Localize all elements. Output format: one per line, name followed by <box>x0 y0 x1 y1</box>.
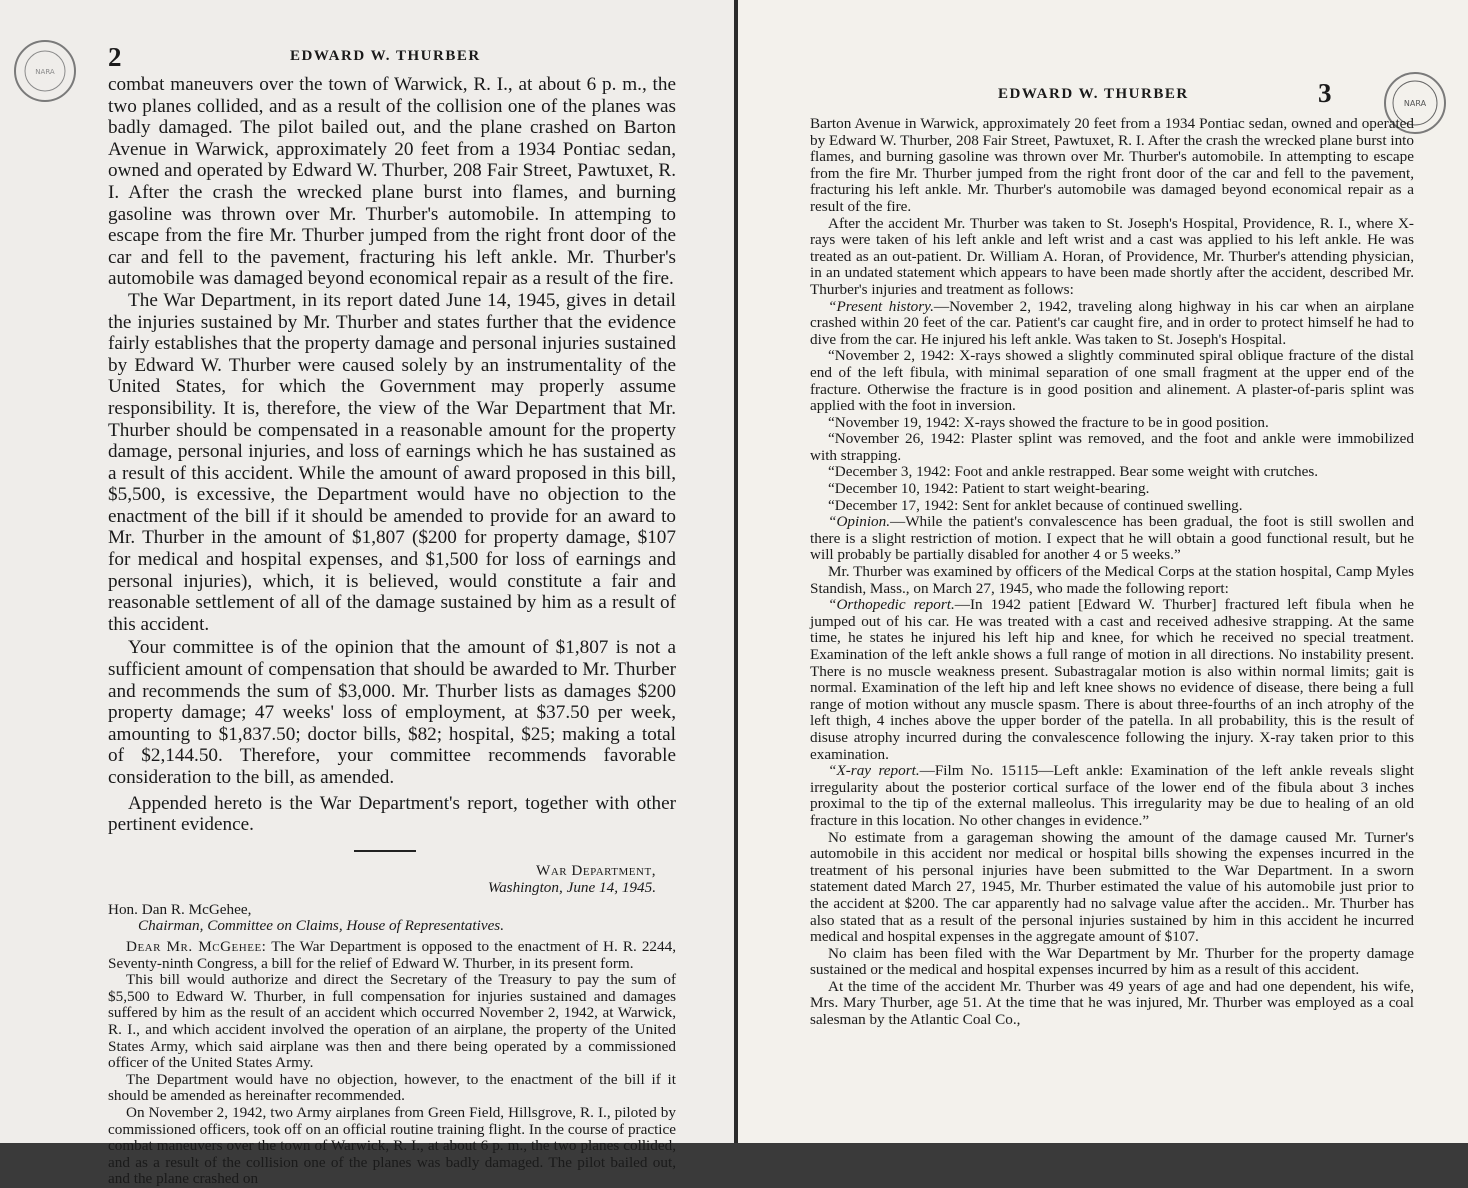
paragraph: After the accident Mr. Thurber was taken to St. Joseph's Hospital, Providence, R. I., where X-rays were taken of his left ankle and left wrist and a cast was applied to his left ankle. He was treated as an out-patient. Dr. William A. Horan, of Providence, Mr. Thurber's attending physician, in an undated statement which appears to have been made shortly after the accident, described Mr. Thurber's injuries and treatment as follows: <box>810 214 1414 298</box>
present-history <box>810 299 1414 349</box>
letter-body <box>108 902 676 1188</box>
paragraph: Mr. Thurber was examined by officers of the Medical Corps at the station hospital, Camp Myles Standish, Mass., on March 27, 1945, who made the following report: <box>810 563 1414 597</box>
opinion <box>810 514 1414 564</box>
paragraph: At the time of the accident Mr. Thurber was 49 years of age and had one dependent, his wife, Mrs. Mary Thurber, age 51. At the time that he was injured, Mr. Thurber was employed as a coal salesman by the Atlantic Coal Co., <box>810 977 1414 1029</box>
letter-paragraph: This bill would authorize and direct the Secretary of the Treasury to pay the sum of $5,500 to Edward W. Thurber, in full compensation for injuries sustained and damages suffered by him as the result of an accident which occurred November 2, 1942, at Warwick, R. I., and which accident involved the operation of an airplane, the property of the United States Army, which said airplane was then and there being operated by a commissioned officer of the United States Army. <box>108 971 676 1072</box>
page-number: 2 <box>108 42 122 72</box>
letter-paragraph <box>108 939 676 972</box>
library-stamp-icon <box>14 40 76 102</box>
report-body <box>810 116 1414 1029</box>
right-page <box>738 0 1468 1143</box>
medical-entry: “December 3, 1942: Foot and ankle restrapped. Bear some weight with crutches. <box>828 463 1319 481</box>
present-history-label: “Present history. <box>828 297 934 315</box>
addressee <box>108 902 676 919</box>
orthopedic-text: —In 1942 patient [Edward W. Thurber] fractured left fibula when he jumped out of his car. He was treated with a cast and received adhesive strapping. At the same time, he states he injured his left hip and knee, for which he received no special treatment. Examination of the left ankle shows a full range of motion in all directions. No instability present. There is no muscle weakness present. Subastragalar motion is also within normal limits; gait is normal. Examination of the left hip and left knee shows no evidence of disease, there being a full range of motion without any muscle spasm. There is about three-fourths of an inch atrophy of the left thigh, 4 inches above the upper border of the patella. In all probability, this is the result of disuse atrophy incurred during the convalescence following the injury. X-ray taken prior to this examination. <box>810 596 1414 763</box>
divider-rule <box>354 850 416 852</box>
page-number: 3 <box>1318 78 1332 108</box>
opinion-label: “Opinion. <box>828 513 891 531</box>
letterhead-date: Washington, June 14, 1945. <box>487 878 656 896</box>
paragraph: No estimate from a garageman showing the amount of the damage caused Mr. Turner's automobile in this accident nor medical or hospital bills showing the expenses incurred in the treatment of his personal injuries have been submitted to the War Department. In a sworn statement dated March 27, 1945, Mr. Thurber estimated the value of his automobile just prior to the accident at $200. The car apparently had no salvage value after the acciden.. Mr. Thurber has also stated that as a result of the personal injuries sustained by him in this accident he incurred medical and hospital expenses in the aggregate amount of $107. <box>810 828 1414 946</box>
paragraph: The War Department, in its report dated June 14, 1945, gives in detail the injuries sustained by Mr. Thurber and states further that the evidence fairly establishes that the property damage and personal injuries sustained by Edward W. Thurber were caused solely by an instrumentality of the United States, for which the Government may properly assume responsibility. It is, therefore, the view of the War Department that Mr. Thurber should be compensated in a reasonable amount for the property damage, personal injuries, and loss of earnings which he has sustained as a result of this accident. While the amount of award proposed in this bill, $5,500, is excessive, the Department would have no objection to the enactment of the bill if it should be amended to provide for an award to Mr. Thurber in the amount of $1,807 ($200 for property damage, $107 for medical and hospital expenses, and $1,500 for loss of earnings and personal injuries), which, it is believed, would constitute a fair and reasonable settlement of all of the damage sustained by him as a result of this accident. <box>108 289 676 635</box>
letter-paragraph: The Department would have no objection, however, to the enactment of the bill if it should be amended as hereinafter recommended. <box>108 1070 676 1105</box>
paragraph: combat maneuvers over the town of Warwick, R. I., at about 6 p. m., the two planes collided, and as a result of the collision one of the planes was badly damaged. The pilot bailed out, and the plane crashed on Barton Avenue in Warwick, approximately 20 feet from a 1934 Pontiac sedan, owned and operated by Edward W. Thurber, 208 Fair Street, Pawtuxet, R. I. After the crash the wrecked plane burst into flames, and burning gasoline was thrown over Mr. Thurber's automobile. In attemping to escape from the fire Mr. Thurber jumped from the right front door of the car and fell to the pavement, fracturing his left ankle. Mr. Thurber's automobile was damaged beyond economical repair as a result of the fire. <box>108 74 676 290</box>
medical-entry: “November 26, 1942: Plaster splint was removed, and the foot and ankle were immobilized with strapping. <box>810 430 1414 464</box>
letterhead <box>108 862 676 896</box>
paragraph: No claim has been filed with the War Department by Mr. Thurber for the property damage sustained or the medical and hospital expenses incurred by him as a result of this accident. <box>810 944 1414 979</box>
addressee-name: Hon. Dan R. McGehee, <box>108 900 252 918</box>
svg-text:NARA: NARA <box>1403 99 1427 108</box>
orthopedic-label: “Orthopedic report. <box>828 596 955 614</box>
letterhead-org: War Department, <box>535 861 656 879</box>
present-history-text: —November 2, 1942, traveling along highway in his car when an airplane crashed within 20 feet of the car. Patient's car caught fire, and in order to protect himself he had to dive from the car. He injured his left ankle. Was taken to St. Joseph's Hospital. <box>810 297 1414 348</box>
orthopedic-report <box>810 597 1414 763</box>
medical-entry: “November 19, 1942: X-rays showed the fracture to be in good position. <box>828 413 1269 431</box>
xray-label: “X-ray report. <box>828 762 920 780</box>
running-head: EDWARD W. THURBER <box>998 86 1189 102</box>
salutation: Dear Mr. McGehee: <box>126 937 267 955</box>
opinion-text: —While the patient's convalescence has been gradual, the foot is still swollen and there is a slight restriction of motion. I expect that he will obtain a good functional result, but he will probably be partially disabled for another 4 or 5 weeks.” <box>810 513 1414 564</box>
xray-report <box>810 763 1414 829</box>
paragraph: Barton Avenue in Warwick, approximately 20 feet from a 1934 Pontiac sedan, owned and operated by Edward W. Thurber, 208 Fair Street, Pawtuxet, R. I. After the crash the wrecked plane burst into flames, and burning gasoline was thrown over Mr. Thurber's automobile. In attempting to escape from the fire Mr. Thurber jumped from the right front door of the car and fell to the pavement, fracturing his left ankle. Mr. Thurber's automobile was damaged beyond economical repair as a result of the fire. <box>810 115 1414 215</box>
medical-entry: “November 2, 1942: X-rays showed a slightly comminuted spiral oblique fracture of the distal end of the left fibula, with minimal separation of one small fragment at the upper end of the fracture. Otherwise the fracture is in good position and alinement. A plaster-of-paris splint was applied with the foot in inversion. <box>810 347 1414 415</box>
letter-paragraph: On November 2, 1942, two Army airplanes from Green Field, Hillsgrove, R. I., piloted by commissioned officers, took off on an official routine training flight. In the course of practice combat maneuvers over the town of Warwick, R. I., at about 6 p. m., the two planes collided, and as a result of the collision one of the planes was badly damaged. The pilot bailed out, and the plane crashed on <box>108 1103 676 1188</box>
addressee-title: Chairman, Committee on Claims, House of Representatives. <box>138 917 505 935</box>
xray-text: —Film No. 15115—Left ankle: Examination of the left ankle reveals slight irregularity about the posterior cortical surface of the lower end of the fibula about 3 inches proximal to the tip of the external malleolus. This irregularity may be due to healing of an old fracture in this location. No other changes in evidence.” <box>810 762 1414 829</box>
medical-entry: “December 17, 1942: Sent for anklet because of continued swelling. <box>828 496 1243 514</box>
report-body <box>108 74 676 836</box>
paragraph: Appended hereto is the War Department's report, together with other pertinent evidence. <box>108 792 676 836</box>
letter-text: The War Department is opposed to the enactment of H. R. 2244, Seventy-ninth Congress, a bill for the relief of Edward W. Thurber, in its present form. <box>108 937 676 972</box>
svg-text:NARA: NARA <box>35 68 55 76</box>
medical-entry: “December 10, 1942: Patient to start weight-bearing. <box>828 480 1150 498</box>
paragraph: Your committee is of the opinion that the amount of $1,807 is not a sufficient amount of compensation that should be awarded to Mr. Thurber and recommends the sum of $3,000. Mr. Thurber lists as damages $200 property damage; 47 weeks' loss of employment, at $37.50 per week, amounting to $1,837.50; doctor bills, $82; hospital, $25; making a total of $2,144.50. Therefore, your committee recommends favorable consideration to the bill, as amended. <box>108 637 676 788</box>
running-head: EDWARD W. THURBER <box>290 48 481 64</box>
